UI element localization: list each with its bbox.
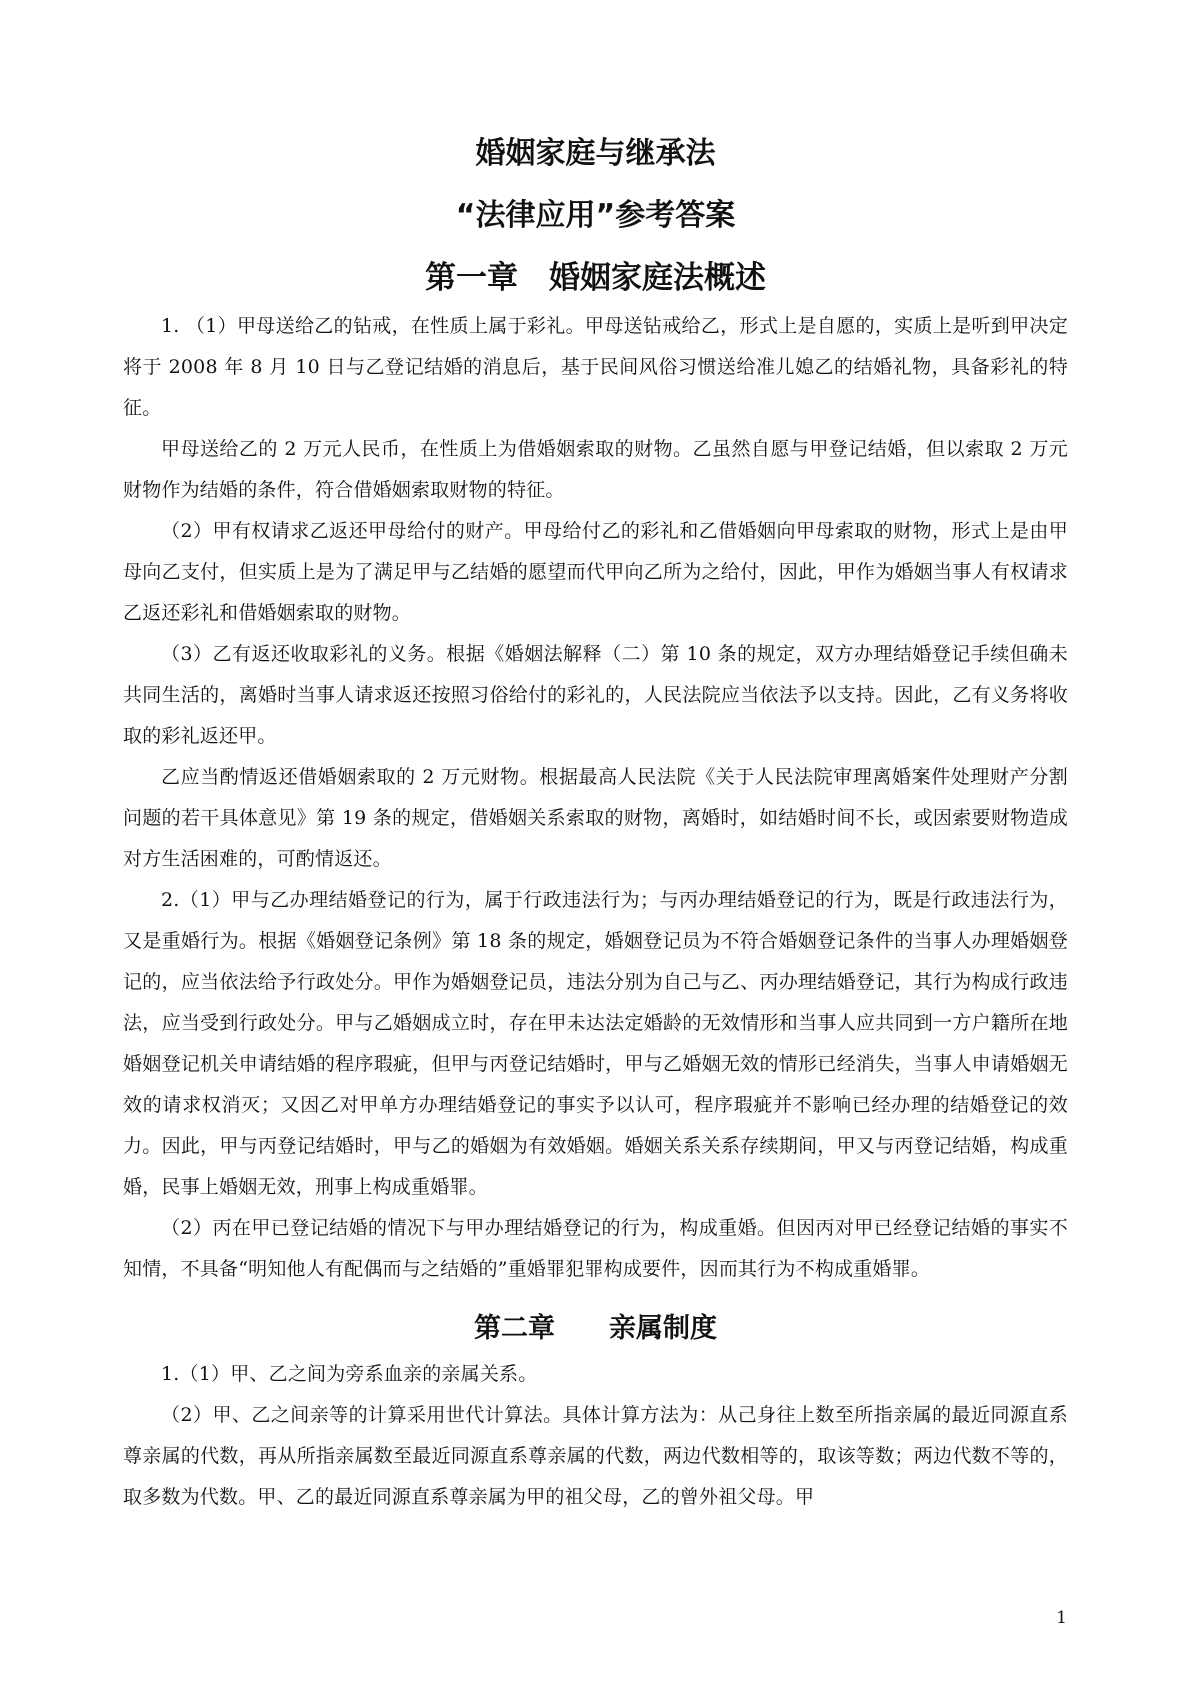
chapter-1-heading: 第一章 婚姻家庭法概述: [425, 260, 766, 296]
paragraph: 1.（1）甲、乙之间为旁系血亲的亲属关系。: [161, 1363, 538, 1385]
paragraph: （2）甲、乙之间亲等的计算采用世代计算法。具体计算方法为：从己身往上数至所指亲属的最近同源直系尊亲属的代数，再从所指亲属数至最近同源直系尊亲属的代数，两边代数相等的，取该等数；两边代数不等的，取多数为代数。甲、乙的最近同源直系尊亲属为甲的祖父母，乙的曾外祖父母。甲: [123, 1404, 1068, 1508]
paragraph: （3）乙有返还收取彩礼的义务。根据《婚姻法解释（二）第 10 条的规定，双方办理结婚登记手续但确未共同生活的，离婚时当事人请求返还按照习俗给付的彩礼的，人民法院应当依法予以支持。因此，乙有义务将收取的彩礼返还甲。: [123, 643, 1068, 747]
document-content: [123, 126, 1068, 1518]
chapter-2-body: [123, 1354, 1068, 1518]
paragraph: 2.（1）甲与乙办理结婚登记的行为，属于行政违法行为；与丙办理结婚登记的行为，既是行政违法行为，又是重婚行为。根据《婚姻登记条例》第 18 条的规定，婚姻登记员为不符合婚姻登记条件的当事人办理婚姻登记的，应当依法给予行政处分。甲作为婚姻登记员，违法分别为自己与乙、丙办理结婚登记，其行为构成行政违法，应当受到行政处分。甲与乙婚姻成立时，存在甲未达法定婚龄的无效情形和当事人应共同到一方户籍所在地婚姻登记机关申请结婚的程序瑕疵，但甲与丙登记结婚时，甲与乙婚姻无效的情形已经消失，当事人申请婚姻无效的请求权消灭；又因乙对甲单方办理结婚登记的事实予以认可，程序瑕疵并不影响已经办理的结婚登记的效力。因此，甲与丙登记结婚时，甲与乙的婚姻为有效婚姻。婚姻关系关系存续期间，甲又与丙登记结婚，构成重婚，民事上婚姻无效，刑事上构成重婚罪。: [123, 889, 1068, 1198]
paragraph: 1. （1）甲母送给乙的钻戒，在性质上属于彩礼。甲母送钻戒给乙，形式上是自愿的，实质上是听到甲决定将于 2008 年 8 月 10 日与乙登记结婚的消息后，基于民间风俗习惯送给准儿媳乙的结婚礼物，具备彩礼的特征。: [123, 315, 1068, 419]
page-number: 1: [1056, 1608, 1067, 1628]
paragraph: （2）丙在甲已登记结婚的情况下与甲办理结婚登记的行为，构成重婚。但因丙对甲已经登记结婚的事实不知情，不具备“明知他人有配偶而与之结婚的”重婚罪犯罪构成要件，因而其行为不构成重婚罪。: [123, 1217, 1068, 1280]
paragraph: （2）甲有权请求乙返还甲母给付的财产。甲母给付乙的彩礼和乙借婚姻向甲母索取的财物，形式上是由甲母向乙支付，但实质上是为了满足甲与乙结婚的愿望而代甲向乙所为之给付，因此，甲作为婚姻当事人有权请求乙返还彩礼和借婚姻索取的财物。: [123, 520, 1068, 624]
document-subtitle: “法律应用”参考答案: [455, 198, 736, 233]
paragraph: 甲母送给乙的 2 万元人民币，在性质上为借婚姻索取的财物。乙虽然自愿与甲登记结婚，但以索取 2 万元财物作为结婚的条件，符合借婚姻索取财物的特征。: [123, 438, 1068, 501]
paragraph: 乙应当酌情返还借婚姻索取的 2 万元财物。根据最高人民法院《关于人民法院审理离婚案件处理财产分割问题的若干具体意见》第 19 条的规定，借婚姻关系索取的财物，离婚时，如结婚时间不长，或因索要财物造成对方生活困难的，可酌情返还。: [123, 766, 1068, 870]
chapter-2-heading: 第二章 亲属制度: [474, 1313, 717, 1344]
document-title: 婚姻家庭与继承法: [475, 136, 716, 171]
chapter-1-body: [123, 306, 1068, 1290]
